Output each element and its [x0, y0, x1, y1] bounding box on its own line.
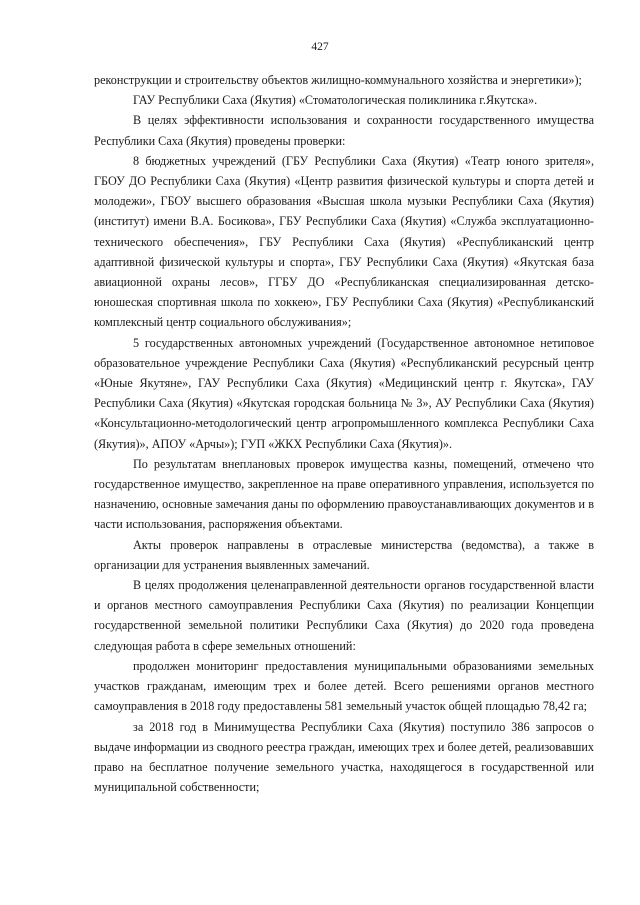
- body-text: [94, 70, 594, 797]
- paragraph: По результатам внеплановых проверок имущества казны, помещений, отмечено что государственное имущество, закрепленное на праве оперативного управления, используется по назначению, основные замечания даны по оформлению правоустанавливающих документов и в части использования, распоряжения объектами.: [94, 456, 594, 532]
- paragraph: 8 бюджетных учреждений (ГБУ Республики Саха (Якутия) «Театр юного зрителя», ГБОУ ДО Республики Саха (Якутия) «Центр развития физической культуры и спорта детей и молодежи», ГБОУ высшего образования «Высшая школа музыки Республики Саха (Якутия) (институт) имени В.А. Босикова», ГБУ Республики Саха (Якутия) «Служба эксплуатационно-технического обеспечения», ГБУ Республики Саха (Якутия) «Республиканский центр адаптивной физической культуры и спорта», ГБУ Республики Саха (Якутия) «Якутская база авиационной охраны лесов», ГГБУ ДО «Республиканская специализированная детско-юношеская спортивная школа по хоккею», ГБУ Республики Саха (Якутия) «Республиканский комплексный центр социального обслуживания»;: [94, 153, 594, 330]
- paragraph: за 2018 год в Минимущества Республики Саха (Якутия) поступило 386 запросов о выдаче информации из сводного реестра граждан, имеющих трех и более детей, реализовавших право на бесплатное получение земельного участка, находящегося в государственной или муниципальной собственности;: [94, 719, 594, 795]
- paragraph: реконструкции и строительству объектов жилищно-коммунального хозяйства и энергетики»);: [94, 73, 582, 87]
- paragraph: В целях эффективности использования и сохранности государственного имущества Республики Саха (Якутия) проведены проверки:: [94, 113, 594, 148]
- paragraph: Акты проверок направлены в отраслевые министерства (ведомства), а также в организации для устранения выявленных замечаний.: [94, 537, 594, 572]
- paragraph: продолжен мониторинг предоставления муниципальными образованиями земельных участков гражданам, имеющим трех и более детей. Всего решениями органов местного самоуправления в 2018 году предоставлены 581 земельный участок общей площадью 78,42 га;: [94, 658, 594, 714]
- paragraph: В целях продолжения целенаправленной деятельности органов государственной власти и органов местного самоуправления Республики Саха (Якутия) по реализации Концепции государственной земельной политики Республики Саха (Якутия) до 2020 года проведена следующая работа в сфере земельных отношений:: [94, 578, 594, 653]
- page-number: 427: [311, 41, 329, 53]
- paragraph: ГАУ Республики Саха (Якутия) «Стоматологическая поликлиника г.Якутска».: [133, 93, 538, 108]
- paragraph: 5 государственных автономных учреждений (Государственное автономное нетиповое образовательное учреждение Республики Саха (Якутия) «Республиканский ресурсный центр «Юные Якутяне», ГАУ Республики Саха (Якутия) «Медицинский центр г. Якутска», ГАУ Республики Саха (Якутия) «Якутская городская больница № 3», АУ Республики Саха (Якутия) «Консультационно-методологический центр агропромышленного комплекса Республики Саха (Якутия)», АПОУ «Арчы»); ГУП «ЖКХ Республики Саха (Якутия)».: [94, 335, 594, 451]
